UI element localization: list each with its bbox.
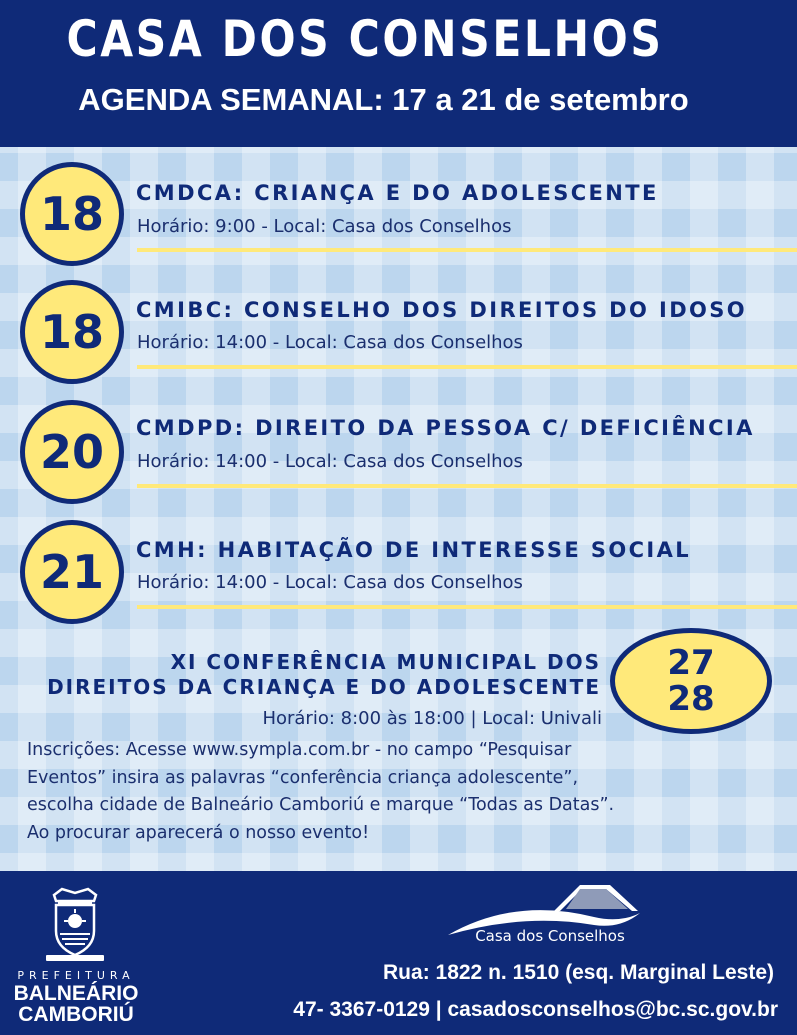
conference-day: 28 bbox=[667, 679, 715, 719]
address: Rua: 1822 n. 1510 (esq. Marginal Leste) bbox=[383, 961, 774, 984]
conference-info: Horário: 8:00 às 18:00 | Local: Univali bbox=[262, 708, 602, 729]
description-line: Inscrições: Acesse www.sympla.com.br - no campo “Pesquisar bbox=[27, 740, 572, 760]
event-info: Horário: 9:00 - Local: Casa dos Conselhos bbox=[137, 216, 512, 237]
city-name-line: CAMBORIÚ bbox=[18, 1003, 134, 1026]
event-title: CMDPD: DIREITO DA PESSOA C/ DEFICIÊNCIA bbox=[136, 416, 755, 440]
description-line: Eventos” insira as palavras “conferência criança adolescente”, bbox=[27, 767, 579, 788]
divider bbox=[137, 605, 797, 609]
city-name bbox=[10, 983, 142, 1025]
agenda-subtitle: AGENDA SEMANAL: 17 a 21 de setembro bbox=[78, 82, 689, 117]
footer bbox=[0, 871, 797, 1035]
event-title: CMH: HABITAÇÃO DE INTERESSE SOCIAL bbox=[136, 538, 692, 562]
prefeitura-label: PREFEITURA bbox=[17, 969, 135, 982]
day-badge: 18 bbox=[20, 162, 124, 266]
day-badge: 18 bbox=[20, 280, 124, 384]
description-line: escolha cidade de Balneário Camboriú e marque “Todas as Datas”. bbox=[27, 795, 615, 815]
event-item bbox=[0, 162, 797, 282]
event-title: CMDCA: CRIANÇA E DO ADOLESCENTE bbox=[136, 181, 659, 205]
event-info: Horário: 14:00 - Local: Casa dos Conselhos bbox=[137, 451, 523, 472]
day-badge: 21 bbox=[20, 520, 124, 624]
logo-text: Casa dos Conselhos bbox=[475, 927, 625, 945]
event-item bbox=[0, 520, 797, 640]
event-info: Horário: 14:00 - Local: Casa dos Conselhos bbox=[137, 332, 523, 353]
event-info: Horário: 14:00 - Local: Casa dos Conselhos bbox=[137, 572, 523, 593]
event-item bbox=[0, 400, 797, 520]
day-badge: 20 bbox=[20, 400, 124, 504]
header bbox=[0, 0, 797, 147]
conference-day: 27 bbox=[667, 643, 715, 683]
city-crest-icon bbox=[44, 885, 106, 965]
city-name-line: BALNEÁRIO bbox=[13, 982, 139, 1005]
conference-title-line: XI CONFERÊNCIA MUNICIPAL DOS bbox=[170, 650, 601, 674]
event-item bbox=[0, 280, 797, 400]
page-title: CASA DOS CONSELHOS bbox=[66, 10, 664, 68]
description-line: Ao procurar aparecerá o nosso evento! bbox=[27, 822, 370, 843]
conference-days-badge bbox=[610, 628, 772, 734]
divider bbox=[137, 365, 797, 369]
conference-description bbox=[27, 737, 787, 847]
contact-info: 47- 3367-0129 | casadosconselhos@bc.sc.gov.br bbox=[293, 998, 778, 1021]
conference-title-line: DIREITOS DA CRIANÇA E DO ADOLESCENTE bbox=[47, 675, 601, 699]
conference-title bbox=[47, 650, 601, 700]
divider bbox=[137, 248, 797, 252]
event-title: CMIBC: CONSELHO DOS DIREITOS DO IDOSO bbox=[136, 298, 748, 322]
divider bbox=[137, 484, 797, 488]
